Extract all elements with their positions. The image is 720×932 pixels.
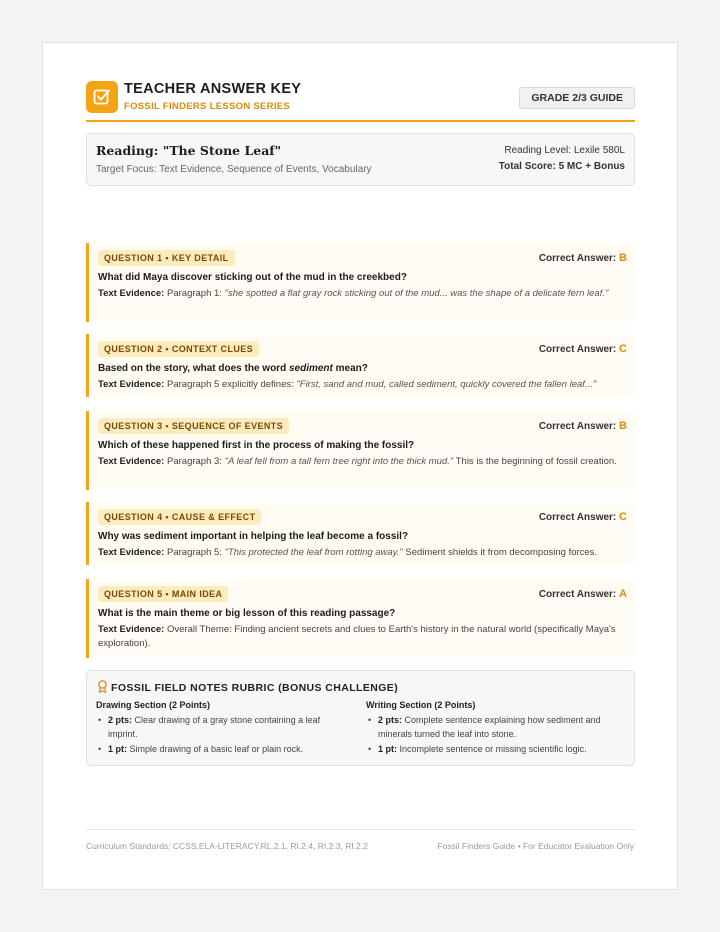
text-evidence: Text Evidence: Overall Theme: Finding ancient secrets and clues to Earth's history in the natural world (specifically Maya's exploration). (98, 624, 616, 649)
question-text: Based on the story, what does the word sediment mean? (98, 363, 368, 374)
correct-answer: Correct Answer: B (538, 420, 627, 432)
header-divider (86, 120, 635, 122)
curriculum-standards: Curriculum Standards: CCSS.ELA-LITERACY.RL.2.1, RI.2.4, RI.2.3, RI.2.2 (86, 841, 368, 851)
bonus-rubric (86, 670, 635, 766)
answer-letter: C (619, 343, 627, 355)
evidence-quote: "A leaf fell from a tall fern tree right into the thick mud." (224, 456, 454, 467)
reading-title: Reading: "The Stone Leaf" (96, 143, 282, 158)
writing-section (366, 700, 624, 759)
reading-level: Reading Level: Lexile 580L (504, 145, 625, 156)
rubric-item: • 2 pts: Clear drawing of a gray stone containing a leaf imprint. (96, 714, 351, 741)
question-tag: QUESTION 4 • CAUSE & EFFECT (98, 509, 261, 525)
evidence-quote: "This protected the leaf from rotting away." (224, 547, 403, 558)
question-tag: QUESTION 3 • SEQUENCE OF EVENTS (98, 418, 289, 434)
question-card-2 (86, 334, 635, 397)
rubric-title: FOSSIL FIELD NOTES RUBRIC (BONUS CHALLENGE) (111, 682, 399, 694)
checkbox-icon (86, 81, 118, 113)
question-text: What is the main theme or big lesson of this reading passage? (98, 608, 396, 619)
question-card-1 (86, 243, 635, 322)
correct-answer: Correct Answer: B (538, 252, 627, 264)
correct-answer: Correct Answer: A (538, 588, 627, 600)
answer-key-page (42, 42, 678, 890)
text-evidence: Text Evidence: Paragraph 5 explicitly defines: "First, sand and mud, called sediment, quickly covered the fallen leaf..." (98, 379, 597, 390)
reading-total-score: Total Score: 5 MC + Bonus (498, 161, 625, 172)
writing-section-title: Writing Section (2 Points) (366, 700, 476, 710)
rubric-heading (97, 680, 398, 694)
answer-letter: B (619, 420, 627, 432)
question-card-5 (86, 579, 635, 658)
text-evidence: Text Evidence: Paragraph 3: "A leaf fell from a tall fern tree right into the thick mud." This is the beginning of fossil creation. (98, 456, 617, 467)
vocabulary-word: sediment (288, 363, 333, 374)
page-subtitle: FOSSIL FINDERS LESSON SERIES (124, 101, 291, 112)
reading-focus: Target Focus: Text Evidence, Sequence of Events, Vocabulary (96, 164, 372, 175)
drawing-section-title: Drawing Section (2 Points) (96, 700, 211, 710)
question-text: Why was sediment important in helping the leaf become a fossil? (98, 531, 409, 542)
reading-info-box (86, 133, 635, 186)
rubric-item: • 2 pts: Complete sentence explaining how sediment and minerals turned the leaf into stone. (366, 714, 624, 741)
page-title: TEACHER ANSWER KEY (124, 81, 302, 97)
correct-answer: Correct Answer: C (538, 511, 627, 523)
question-text: Which of these happened first in the process of making the fossil? (98, 440, 415, 451)
question-tag: QUESTION 1 • KEY DETAIL (98, 250, 235, 266)
correct-answer: Correct Answer: C (538, 343, 627, 355)
award-ribbon-icon (97, 680, 108, 693)
drawing-section (96, 700, 351, 759)
rubric-item: • 1 pt: Incomplete sentence or missing scientific logic. (366, 743, 624, 757)
question-card-3 (86, 411, 635, 490)
answer-letter: C (619, 511, 627, 523)
text-evidence: Text Evidence: Paragraph 5: "This protected the leaf from rotting away." Sediment shields it from decomposing forces. (98, 547, 598, 558)
question-text: What did Maya discover sticking out of the mud in the creekbed? (98, 272, 407, 283)
evidence-quote: "First, sand and mud, called sediment, quickly covered the fallen leaf..." (296, 379, 597, 390)
question-tag: QUESTION 5 • MAIN IDEA (98, 586, 228, 602)
footer-note: Fossil Finders Guide • For Educator Evaluation Only (437, 841, 634, 851)
answer-letter: A (619, 588, 627, 600)
text-evidence: Text Evidence: Paragraph 1: "she spotted a flat gray rock sticking out of the mud... was the shape of a delicate fern leaf." (98, 288, 609, 299)
rubric-item: • 1 pt: Simple drawing of a basic leaf or plain rock. (96, 743, 351, 757)
page-header (86, 80, 635, 122)
page-content (86, 80, 635, 754)
answer-letter: B (619, 252, 627, 264)
question-tag: QUESTION 2 • CONTEXT CLUES (98, 341, 259, 357)
grade-badge: GRADE 2/3 GUIDE (519, 87, 635, 109)
evidence-quote: "she spotted a flat gray rock sticking out of the mud... was the shape of a delicate fern leaf." (224, 288, 609, 299)
footer-divider (86, 829, 635, 830)
question-card-4 (86, 502, 635, 565)
